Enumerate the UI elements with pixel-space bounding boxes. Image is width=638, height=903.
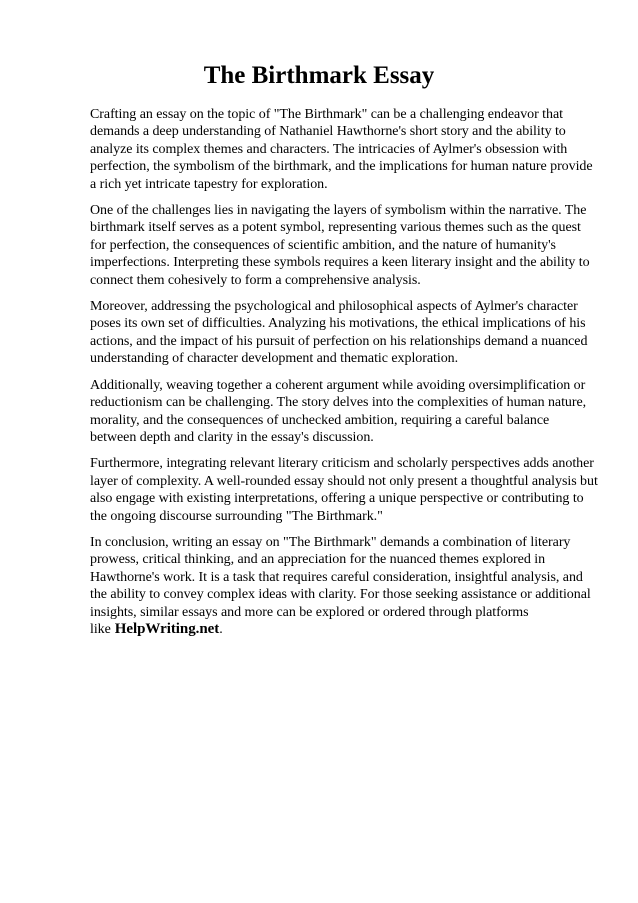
paragraph-2: One of the challenges lies in navigating the layers of symbolism within the narrative. The birthmark itself serves as a potent symbol, representing various themes such as the quest for perfection, the consequences of scientific ambition, and the nature of humanity's imperfections. Interpreting these symbols requires a keen literary insight and the ability to connect them cohesively to form a comprehensive analysis.	[90, 203, 590, 288]
paragraph-4: Additionally, weaving together a coherent argument while avoiding oversimplification or reductionism can be challenging. The story delves into the complexities of human nature, morality, and the consequences of unchecked ambition, requiring a careful balance between depth and clarity in the essay's discussion.	[90, 377, 587, 445]
conclusion-end: .	[219, 621, 223, 637]
conclusion-paragraph	[90, 534, 598, 638]
paragraph-1: Crafting an essay on the topic of "The Birthmark" can be a challenging endeavor that demands a deep understanding of Nathaniel Hawthorne's short story and the ability to analyze its complex themes and characters. The intricacies of Aylmer's obsession with perfection, the symbolism of the birthmark, and the implications for human nature provide a rich yet intricate tapestry for exploration.	[90, 107, 593, 192]
conclusion-text: In conclusion, writing an essay on "The Birthmark" demands a combination of literary prowess, critical thinking, and an appreciation for the nuanced themes explored in Hawthorne's work. It is a task that requires careful consideration, insightful analysis, and the ability to convey complex ideas with clarity. For those seeking assistance or additional insights, similar essays and more can be explored or ordered through platforms like	[90, 534, 591, 637]
paragraph-3: Moreover, addressing the psychological and philosophical aspects of Aylmer's character poses its own set of difficulties. Analyzing his motivations, the ethical implications of his actions, and the impact of his pursuit of perfection on his relationships demand a nuanced understanding of character development and thematic exploration.	[90, 299, 588, 367]
page-title: The Birthmark Essay	[203, 62, 435, 89]
essay-body	[90, 106, 598, 647]
paragraph-5: Furthermore, integrating relevant literary criticism and scholarly perspectives adds another layer of complexity. A well-rounded essay should not only present a thoughtful analysis but also engage with existing interpretations, offering a unique perspective or contributing to the ongoing discourse surrounding "The Birthmark."	[90, 456, 598, 524]
helpwriting-link[interactable]: HelpWriting.net	[114, 620, 220, 637]
